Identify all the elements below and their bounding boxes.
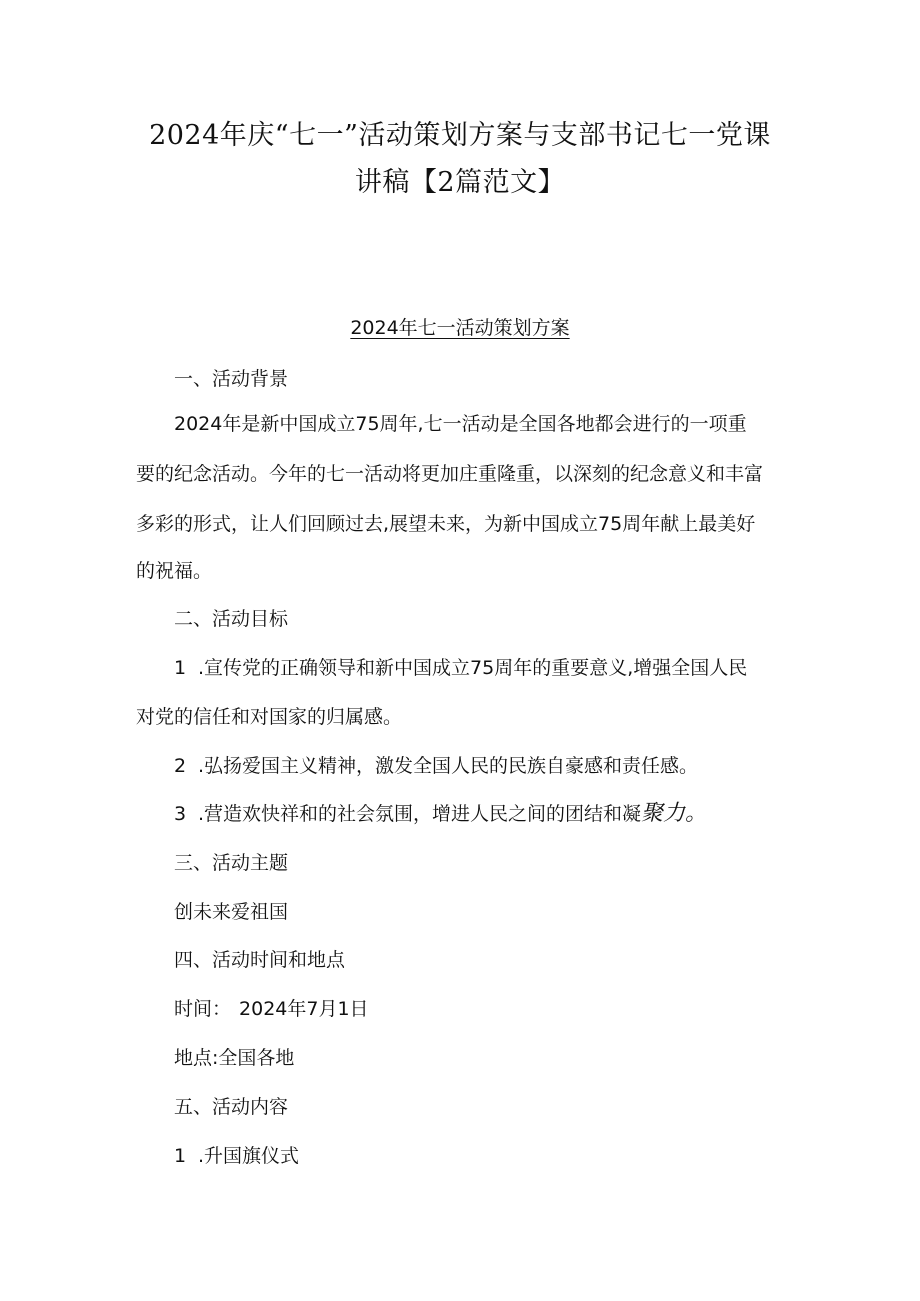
goal-3-number: 3 (174, 803, 187, 825)
document-title-line-2: 讲稿【2篇范文】 (354, 167, 566, 198)
theme-text: 创未来爱祖国 (174, 901, 289, 923)
goal-1-line-1 (174, 654, 747, 682)
time-place-heading: 四、活动时间和地点 (174, 949, 346, 971)
goal-3-tail: 聚力。 (641, 801, 708, 826)
content-heading: 五、活动内容 (174, 1096, 289, 1118)
background-line-4: 的祝福。 (136, 560, 213, 582)
place-text: 地点:全国各地 (174, 1047, 295, 1069)
theme-heading: 三、活动主题 (174, 852, 289, 874)
goals-heading: 二、活动目标 (174, 608, 289, 630)
content-item-1-text: .升国旗仪式 (198, 1145, 300, 1167)
goal-3 (174, 800, 707, 828)
goal-1-text: .宣传党的正确领导和新中国成立75周年的重要意义,增强全国人民 (198, 657, 748, 679)
content-item-1-number: 1 (174, 1145, 187, 1167)
background-line-3: 多彩的形式，让人们回顾过去,展望未来，为新中国成立75周年献上最美好 (136, 513, 756, 535)
goal-2-text: .弘扬爱国主义精神，激发全国人民的民族自豪感和责任感。 (198, 755, 699, 777)
time-label: 时间： (174, 998, 232, 1020)
background-line-2: 要的纪念活动。今年的七一活动将更加庄重隆重，以深刻的纪念意义和丰富 (136, 463, 764, 485)
content-item-1 (174, 1142, 299, 1170)
goal-2-number: 2 (174, 755, 187, 777)
document-title-line-1: 2024年庆“七一”活动策划方案与支部书记七一党课 (149, 120, 771, 151)
goal-2 (174, 752, 698, 780)
section-title: 2024年七一活动策划方案 (350, 317, 570, 339)
goal-3-text: .营造欢快祥和的社会氛围，增进人民之间的团结和凝 (198, 803, 642, 825)
time-line (174, 995, 369, 1023)
goal-1-number: 1 (174, 657, 187, 679)
time-value: 2024年7月1日 (239, 998, 369, 1020)
background-line-1: 2024年是新中国成立75周年,七一活动是全国各地都会进行的一项重 (174, 413, 747, 435)
goal-1-line-2: 对党的信任和对国家的归属感。 (136, 706, 403, 728)
background-heading: 一、活动背景 (174, 368, 289, 390)
